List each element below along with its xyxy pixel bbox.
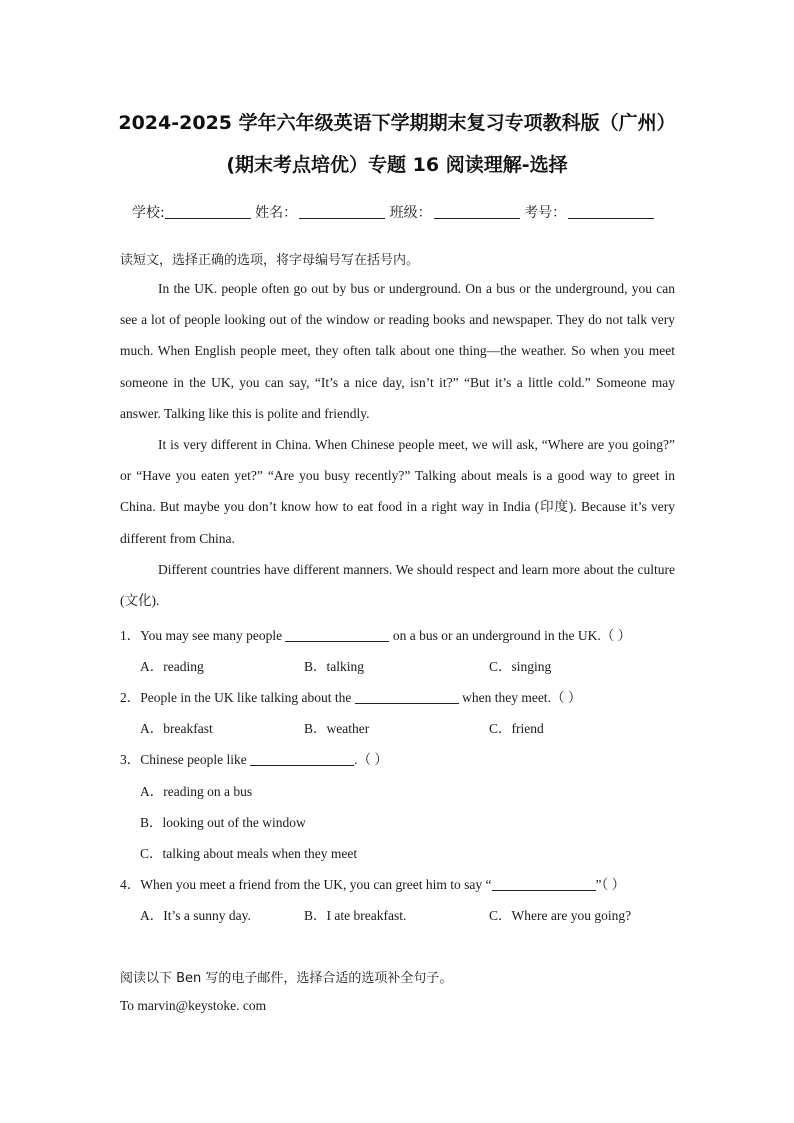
passage-paragraph-2: It is very different in China. When Chinese people meet, we will ask, “Where are you going?” or “Have you eaten yet?” “Are you busy recently?” Talking about meals is a good way to greet in China. But maybe you don’t know how to eat food in a right way in India (印度). Because it’s very different from China.	[120, 437, 675, 546]
question-number: 1．	[120, 628, 141, 643]
passage-paragraph-3: Different countries have different manners. We should respect and learn more about the culture (文化).	[120, 562, 675, 609]
question-text: When you meet a friend from the UK, you can greet him to say “	[140, 877, 492, 892]
option-b[interactable]: B．I ate breakfast.	[304, 908, 407, 923]
school-label: 学校:	[132, 205, 165, 221]
question-number: 4．	[120, 877, 141, 892]
document-title: 2024-2025 学年六年级英语下学期期末复习专项教科版（广州）	[118, 112, 676, 134]
question-number: 3．	[120, 752, 141, 767]
question-text-end: .（ ）	[354, 752, 388, 767]
option-a[interactable]: A．reading on a bus	[140, 784, 253, 799]
name-blank[interactable]	[299, 204, 385, 219]
question-text: You may see many people	[140, 628, 286, 643]
question-1	[120, 624, 631, 644]
answer-blank[interactable]	[285, 628, 389, 642]
option-b[interactable]: B．talking	[304, 659, 364, 674]
number-label: 考号：	[524, 205, 567, 221]
passage-paragraph-1: In the UK. people often go out by bus or underground. On a bus or the underground, you can see a lot of people looking out of the window or reading books and newspaper. They do not talk very much. When English people meet, they often talk about one thing—the weather. So when you meet someone in the UK, you can say, “It’s a nice day, isn’t it?” “But it’s a little cold.” Someone may answer. Talking like this is polite and friendly.	[120, 281, 675, 421]
name-label: 姓名：	[255, 205, 298, 221]
answer-blank[interactable]	[355, 690, 459, 704]
email-instruction: 阅读以下 Ben 写的电子邮件，选择合适的选项补全句子。	[120, 971, 453, 986]
option-a[interactable]: A．breakfast	[140, 721, 213, 736]
question-text: People in the UK like talking about the	[140, 690, 355, 705]
question-number: 2．	[120, 690, 141, 705]
student-info-row	[132, 202, 654, 222]
question-text-end: when they meet.（ ）	[458, 690, 582, 705]
reading-instruction: 读短文，选择正确的选项，将字母编号写在括号内。	[120, 253, 420, 268]
answer-blank[interactable]	[250, 752, 354, 766]
answer-blank[interactable]	[492, 877, 596, 891]
school-blank[interactable]	[165, 204, 251, 219]
number-blank[interactable]	[568, 204, 654, 219]
option-c[interactable]: C．singing	[489, 659, 552, 674]
question-text: Chinese people like	[140, 752, 251, 767]
email-recipient: To marvin@keystoke. com	[120, 998, 267, 1013]
question-text-end: ”（ ）	[595, 877, 626, 892]
option-a[interactable]: A．It’s a sunny day.	[140, 908, 251, 923]
document-subtitle: (期末考点培优）专题 16 阅读理解-选择	[226, 154, 568, 176]
option-c[interactable]: C．Where are you going?	[489, 908, 632, 923]
option-c[interactable]: C．friend	[489, 721, 544, 736]
question-text-end: on a bus or an underground in the UK.（ ）	[389, 628, 632, 643]
class-blank[interactable]	[434, 204, 520, 219]
question-3	[120, 748, 388, 768]
question-2	[120, 686, 581, 706]
class-label: 班级：	[389, 205, 432, 221]
option-c[interactable]: C．talking about meals when they meet	[140, 846, 358, 861]
option-b[interactable]: B．looking out of the window	[140, 815, 306, 830]
question-4	[120, 873, 625, 893]
option-b[interactable]: B．weather	[304, 721, 370, 736]
option-a[interactable]: A．reading	[140, 659, 204, 674]
